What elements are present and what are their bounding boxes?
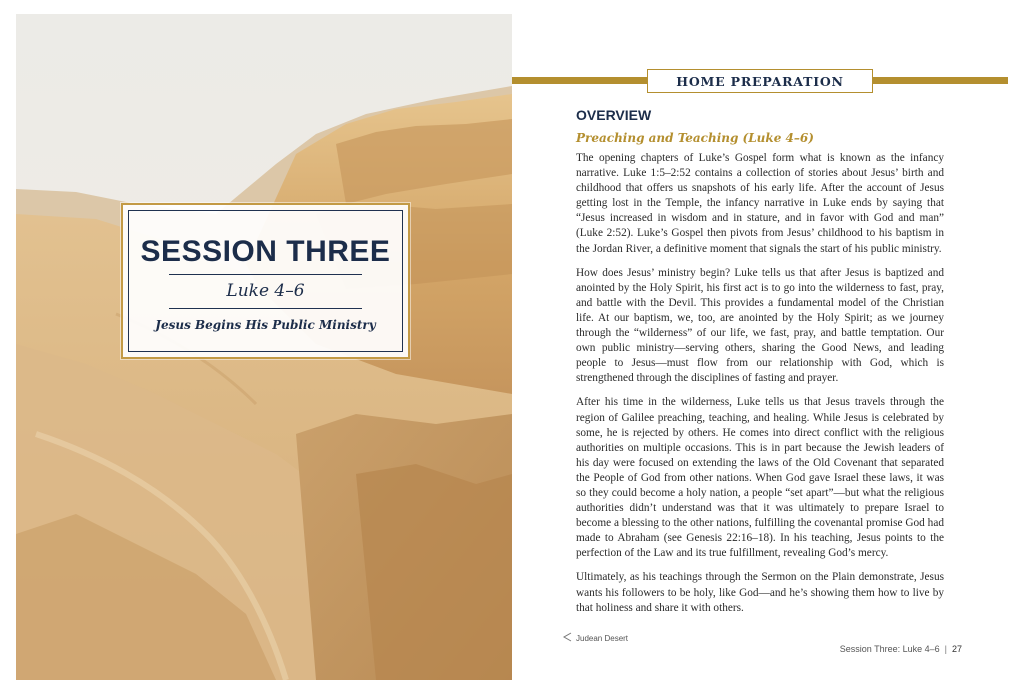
caption-pointer-icon: [562, 632, 572, 644]
overview-heading: OVERVIEW: [576, 107, 652, 123]
header-label: HOME PREPARATION: [676, 74, 844, 89]
body-text: [576, 151, 944, 625]
paragraph: How does Jesus’ ministry begin? Luke tells us that after Jesus is baptized and anointed by the Holy Spirit, his first act is to go into the wilderness to fast, pray, and battle with the Devil. This provides a fundamental model of the Christian life. At our baptism, we, too, are anointed by the Holy Spirit; as we journey through the “wilderness” of our life, we fast, pray, and battle temptation. Our own public ministry—serving others, sharing the Good News, and leading people to Jesus—must flow from our relationship with God, which is strengthened through the disciplines of fasting and prayer.: [576, 266, 944, 385]
title-card-frame: [128, 210, 403, 352]
photo-caption-text: Judean Desert: [576, 633, 629, 643]
footer-separator: |: [944, 644, 947, 654]
footer-title: Session Three: Luke 4–6: [839, 644, 940, 654]
session-subtitle: Jesus Begins His Public Ministry: [155, 318, 376, 332]
scripture-reference: Luke 4–6: [226, 281, 305, 301]
session-title: SESSION THREE: [140, 235, 391, 268]
title-rule-top: [169, 274, 362, 275]
left-page: [16, 14, 512, 680]
paragraph: The opening chapters of Luke’s Gospel form what is known as the infancy narrative. Luke 1:5–2:52 contains a collection of stories about Jesus’ birth and childhood that offers us snapshots of his early life. After the account of Jesus getting lost in the Temple, the infancy narrative in Luke ends by saying that “Jesus increased in wisdom and in stature, and in favor with God and man” (Luke 2:52). Luke’s Gospel then pivots from Jesus’ childhood to his baptism in the Jordan River, a definitive moment that signals the start of his public ministry.: [576, 152, 944, 255]
header-box: [647, 69, 873, 93]
page-footer: [840, 644, 962, 654]
session-title-card: [121, 203, 410, 359]
paragraph: Ultimately, as his teachings through the Sermon on the Plain demonstrate, Jesus wants his followers to be holy, like God—and he’s showing them how to live by that holiness and share it with others.: [576, 571, 944, 614]
photo-caption: [562, 632, 628, 644]
section-heading: Preaching and Teaching (Luke 4–6): [576, 131, 814, 145]
right-page: [512, 14, 1008, 680]
page-number: 27: [951, 644, 962, 654]
paragraph: After his time in the wilderness, Luke tells us that Jesus travels through the region of Galilee preaching, teaching, and healing. While Jesus is celebrated by some, he is rejected by others. He comes into direct conflict with the religious authorities on multiple occasions. This is in part because the Jewish leaders of his day were focused on extending the laws of the Old Covenant that separated the People of God from other nations. When God gave Israel these laws, it was so they could become a holy nation, a people “set apart”—but what the religious authorities didn’t understand was that it was ultimately to prepare Israel to become a blessing to the other nations, fulfilling the covenantal promise God had made to Abraham (see Genesis 22:16–18). In his teaching, Jesus points to the perfection of the Law and its true fulfillment, revealing God’s mercy.: [576, 396, 944, 560]
title-rule-bottom: [169, 308, 362, 309]
